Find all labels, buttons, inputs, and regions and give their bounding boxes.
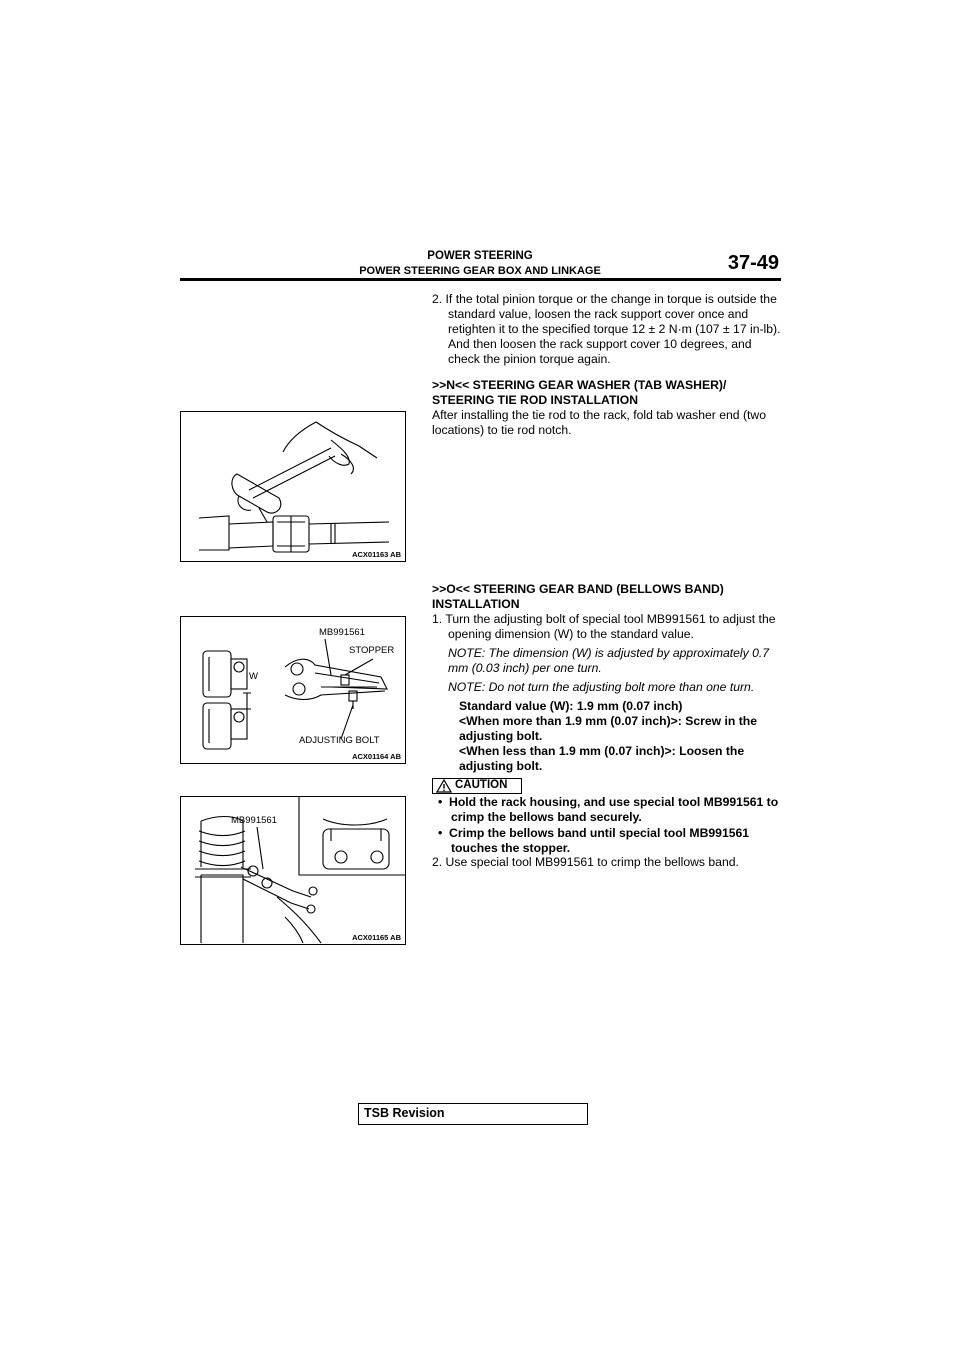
pinion-torque-step: [432, 292, 784, 367]
figure-tab-washer: [180, 411, 406, 562]
label-mb991561: MB991561: [231, 815, 277, 826]
note-dimension: NOTE: The dimension (W) is adjusted by approximately 0.7 mm (0.03 inch) per one turn.: [448, 646, 770, 675]
section-subtitle: POWER STEERING GEAR BOX AND LINKAGE: [359, 265, 601, 277]
caution-box: [432, 778, 522, 794]
standard-value: Standard value (W): 1.9 mm (0.07 inch): [459, 699, 683, 713]
figure-adjusting-tool: [180, 616, 406, 764]
tsb-revision-box: [358, 1103, 588, 1125]
section-o-step1: 1. Turn the adjusting bolt of special tool MB991561 to adjust the opening dimension (W) to the standard value.: [432, 612, 776, 641]
hammer-illustration: [181, 412, 405, 561]
figure-code: ACX01164 AB: [352, 752, 401, 761]
label-mb991561: MB991561: [319, 627, 365, 638]
crimp-step-text: 2. Use special tool MB991561 to crimp the bellows band.: [432, 855, 739, 869]
caution-bullet: • Crimp the bellows band until special tool MB991561 touches the stopper.: [438, 826, 750, 855]
caution-bullet: • Hold the rack housing, and use special tool MB991561 to crimp the bellows band securely.: [438, 795, 779, 824]
label-adjusting-bolt: ADJUSTING BOLT: [299, 735, 380, 746]
crimp-illustration: [181, 797, 405, 944]
standard-less: <When less than 1.9 mm (0.07 inch)>: Loosen the adjusting bolt.: [459, 744, 745, 773]
figure-code: ACX01165 AB: [352, 933, 401, 942]
page-number: 37-49: [727, 252, 779, 274]
section-o: [432, 582, 784, 774]
section-n: [432, 378, 784, 438]
figure-crimp-band: [180, 796, 406, 945]
section-o-heading: >>O<< STEERING GEAR BAND (BELLOWS BAND) INSTALLATION: [432, 582, 724, 611]
tsb-revision-label: TSB Revision: [364, 1106, 445, 1120]
section-title: POWER STEERING: [427, 250, 533, 262]
header-rule: [180, 278, 781, 281]
standard-more: <When more than 1.9 mm (0.07 inch)>: Screw in the adjusting bolt.: [459, 714, 757, 743]
crimp-step: [432, 855, 784, 870]
caution-bullet-text: Crimp the bellows band until special tool MB991561 touches the stopper.: [449, 826, 750, 855]
warning-icon: [436, 779, 452, 793]
caution-bullet-text: Hold the rack housing, and use special tool MB991561 to crimp the bellows band securely.: [449, 795, 779, 824]
note-adjusting: NOTE: Do not turn the adjusting bolt more than one turn.: [448, 680, 755, 694]
figure-code: ACX01163 AB: [352, 550, 401, 559]
label-w: W: [249, 671, 258, 682]
pinion-torque-text: 2. If the total pinion torque or the change in torque is outside the standard value, loosen the rack support cover once and retighten it to the specified torque 12 ± 2 N·m (107 ± 17 in-lb). And then loosen the rack support cover 10 degrees, and check the pinion torque again.: [432, 292, 781, 366]
section-n-body: After installing the tie rod to the rack, fold tab washer end (two locations) to tie rod notch.: [432, 408, 766, 437]
label-stopper: STOPPER: [349, 645, 395, 656]
section-n-heading: >>N<< STEERING GEAR WASHER (TAB WASHER)/ STEERING TIE ROD INSTALLATION: [432, 378, 727, 407]
caution-bullets: [438, 795, 784, 857]
caution-label: CAUTION: [455, 779, 508, 791]
